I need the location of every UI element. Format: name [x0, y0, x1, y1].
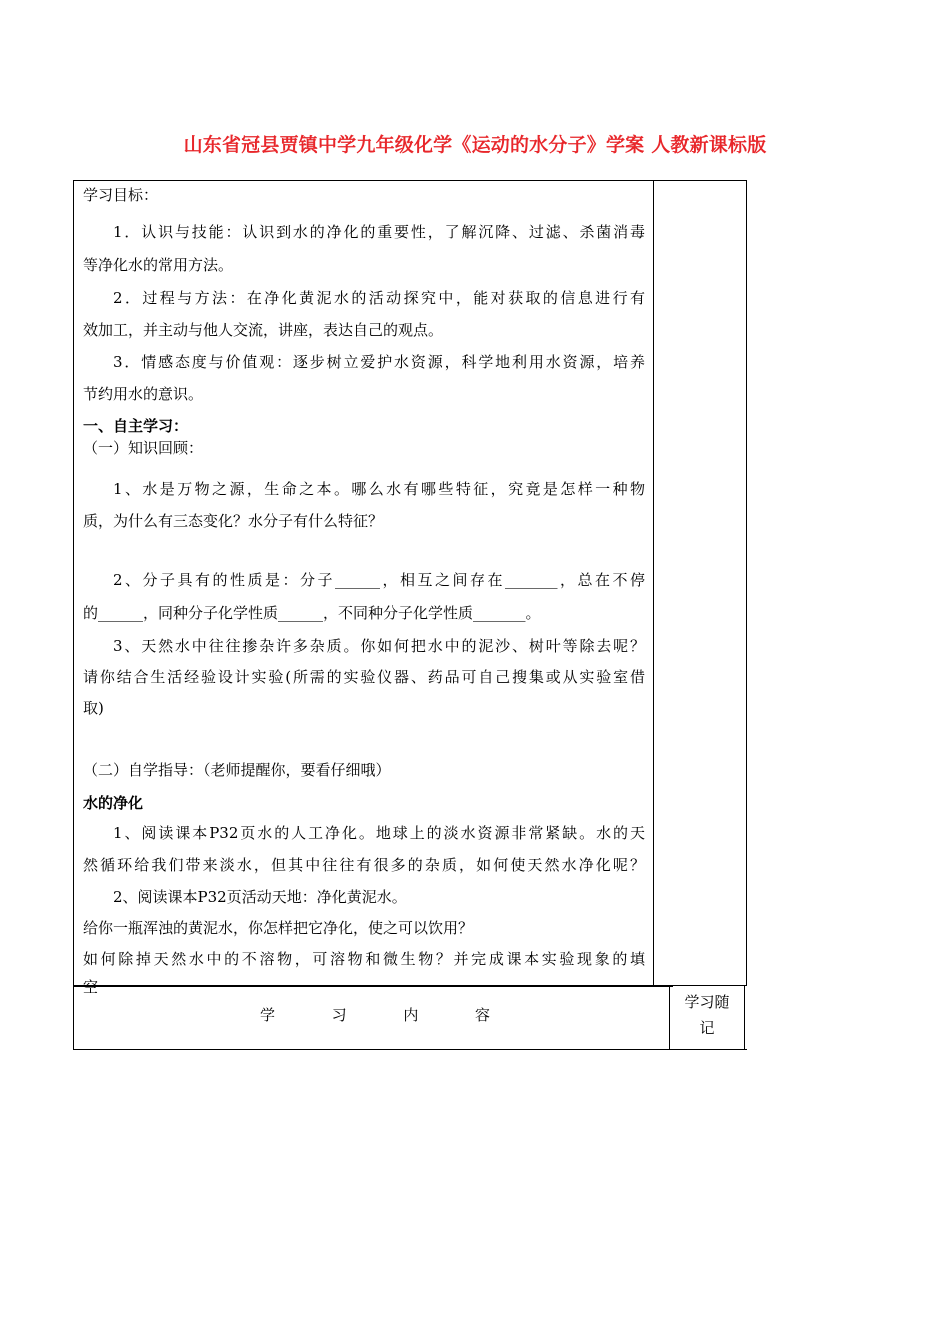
- question-3-line-2: 请你结合生活经验设计实验(所需的实验仪器、药品可自己搜集或从实验室借: [83, 668, 645, 686]
- question-2-line-2: 的______，同种分子化学性质______，不同种分子化学性质_______。: [83, 604, 541, 622]
- question-2-line-1: 2、分子具有的性质是：分子______，相互之间存在_______，总在不停: [113, 571, 645, 589]
- objective-2-line-1: 2．过程与方法：在净化黄泥水的活动探究中，能对获取的信息进行有: [113, 289, 645, 307]
- objective-1-line-2: 等净化水的常用方法。: [83, 256, 234, 274]
- reading-2-line-3: 如何除掉天然水中的不溶物，可溶物和微生物？并完成课本实验现象的填: [83, 950, 645, 968]
- content-table: [73, 180, 747, 996]
- section-self-study: 一、自主学习：: [83, 417, 189, 435]
- study-content-heading: [260, 1004, 490, 1025]
- study-notes-line-1: 学习随: [684, 993, 730, 1011]
- heading-char-2: 习: [331, 1006, 347, 1024]
- heading-char-4: 容: [474, 1006, 490, 1024]
- reading-1-line-2: 然循环给我们带来淡水，但其中往往有很多的杂质，如何使天然水净化呢？: [83, 856, 645, 874]
- objective-2-line-2: 效加工，并主动与他人交流，讲座，表达自己的观点。: [83, 321, 444, 339]
- section-water-purification: 水的净化: [83, 794, 144, 812]
- reading-2-line-1: 2、阅读课本P32页活动天地：净化黄泥水。: [113, 888, 407, 906]
- reading-1-line-1: 1、阅读课本P32页水的人工净化。地球上的淡水资源非常紧缺。水的天: [113, 824, 645, 842]
- question-1-line-2: 质，为什么有三态变化？水分子有什么特征？: [83, 512, 384, 530]
- sub-self-study-guide: （二）自学指导：（老师提醒你，要看仔细哦）: [83, 761, 391, 779]
- objectives-label: 学习目标：: [83, 186, 159, 204]
- heading-right-border: [744, 986, 745, 1049]
- heading-char-3: 内: [403, 1006, 419, 1024]
- question-3-line-3: 取): [83, 699, 104, 717]
- objective-1-line-1: 1．认识与技能：认识到水的净化的重要性，了解沉降、过滤、杀菌消毒: [113, 223, 645, 241]
- document-title: 山东省冠县贾镇中学九年级化学《运动的水分子》学案 人教新课标版: [183, 134, 767, 156]
- notes-column-divider: [653, 181, 654, 985]
- objective-3-line-1: 3．情感态度与价值观：逐步树立爱护水资源，科学地利用水资源，培养: [113, 353, 645, 371]
- reading-2-line-2: 给你一瓶浑浊的黄泥水，你怎样把它净化，使之可以饮用？: [83, 919, 474, 937]
- heading-top-border: [74, 986, 673, 987]
- study-notes-line-2: 记: [699, 1019, 715, 1037]
- reading-2-line-4: 空: [83, 978, 99, 996]
- question-3-line-1: 3、天然水中往往掺杂许多杂质。你如何把水中的泥沙、树叶等除去呢？: [113, 637, 645, 655]
- heading-table: [73, 986, 747, 1050]
- objective-3-line-2: 节约用水的意识。: [83, 385, 204, 403]
- study-notes-label: [676, 989, 738, 1041]
- heading-column-divider: [669, 986, 670, 1049]
- question-1-line-1: 1、水是万物之源，生命之本。哪么水有哪些特征，究竟是怎样一种物: [113, 480, 645, 498]
- heading-char-1: 学: [260, 1006, 276, 1024]
- sub-knowledge-review: （一）知识回顾：: [83, 439, 204, 457]
